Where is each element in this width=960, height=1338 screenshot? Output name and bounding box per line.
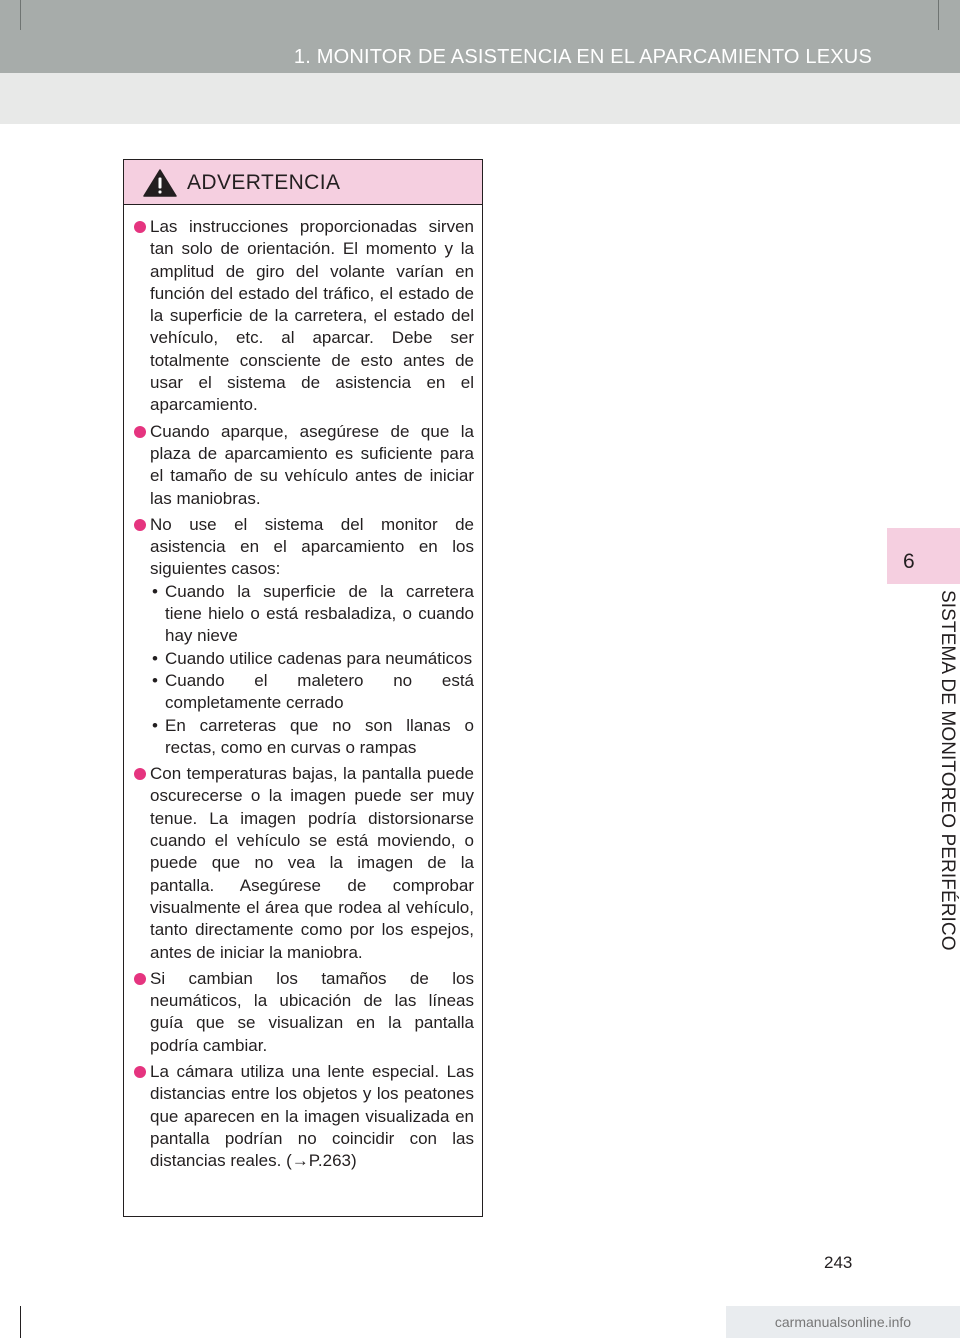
bullet-icon	[134, 426, 146, 438]
warning-item-text: Si cambian los tamaños de los neumáticos, la ubicación de las líneas guía que se visualizan en la pantalla podría cambiar.	[150, 968, 474, 1055]
sub-bullet: •	[152, 715, 158, 735]
bullet-icon	[134, 221, 146, 233]
warning-item	[134, 514, 474, 759]
warning-item	[134, 763, 474, 964]
warning-item-text: Las instrucciones proporcionadas sirven tan solo de orientación. El momento y la amplitud de giro del volante varían en función del estado del tráfico, el estado de la superficie de la carretera, el estado del vehículo, etc. al aparcar. Debe ser totalmente consciente de esto antes de usar el sistema de asistencia en el aparcamiento.	[150, 217, 474, 415]
sub-item	[150, 648, 474, 670]
warning-icon	[143, 169, 177, 197]
sub-bullet: •	[152, 581, 158, 601]
bullet-icon	[134, 1066, 146, 1078]
sub-item-text: En carreteras que no son llanas o rectas, como en curvas o rampas	[165, 715, 474, 757]
warning-title: ADVERTENCIA	[187, 171, 341, 194]
section-title: 1. MONITOR DE ASISTENCIA EN EL APARCAMIENTO LEXUS	[293, 46, 872, 68]
crop-mark	[938, 0, 939, 30]
sub-item	[150, 670, 474, 715]
warning-body	[124, 205, 482, 1172]
chapter-tab	[887, 528, 960, 584]
warning-item-text: La cámara utiliza una lente especial. Las distancias entre los objetos y los peatones que aparecen en la imagen visualizada en pantalla podrían no coincidir con las distancias reales.	[150, 1061, 474, 1171]
chapter-number: 6	[903, 550, 915, 573]
warning-item	[134, 421, 474, 510]
sub-item-text: Cuando el maletero no está completamente cerrado	[165, 670, 474, 713]
warning-header	[124, 160, 482, 205]
warning-item-text: No use el sistema del monitor de asistencia en el aparcamiento en los siguientes casos:	[150, 514, 474, 579]
warning-item	[134, 968, 474, 1057]
sub-item	[150, 581, 474, 648]
sub-bullet: •	[152, 670, 158, 690]
bullet-icon	[134, 768, 146, 780]
bullet-icon	[134, 973, 146, 985]
bullet-icon	[134, 519, 146, 531]
page-number: 243	[824, 1253, 853, 1272]
sub-item-text: Cuando utilice cadenas para neumáticos	[165, 648, 473, 668]
warning-box	[123, 159, 483, 1217]
warning-item	[134, 216, 474, 417]
sub-bullet: •	[152, 648, 158, 668]
sub-item	[150, 715, 474, 760]
crop-mark	[20, 0, 21, 30]
warning-item	[134, 1061, 474, 1172]
sub-item-text: Cuando la superficie de la carretera tiene hielo o está resbaladiza, o cuando hay nieve	[165, 581, 474, 646]
warning-item-text: Cuando aparque, asegúrese de que la plaza de aparcamiento es suficiente para el tamaño de su vehículo antes de iniciar las maniobras.	[150, 421, 474, 508]
watermark: carmanualsonline.info	[726, 1306, 960, 1338]
crop-mark	[20, 1306, 21, 1338]
page-reference-link[interactable]: (→P.263)	[286, 1151, 357, 1171]
chapter-title: SISTEMA DE MONITOREO PERIFÉRICO	[937, 590, 958, 951]
warning-item-text: Con temperaturas bajas, la pantalla puede oscurecerse o la imagen puede ser muy tenue. La imagen podría distorsionarse cuando el vehículo se está moviendo, o puede que no vea la imagen de la pantalla. Asegúrese de comprobar visualmente el área que rodea al vehículo, tanto directamente como por los espejos, antes de iniciar la maniobra.	[150, 764, 474, 962]
